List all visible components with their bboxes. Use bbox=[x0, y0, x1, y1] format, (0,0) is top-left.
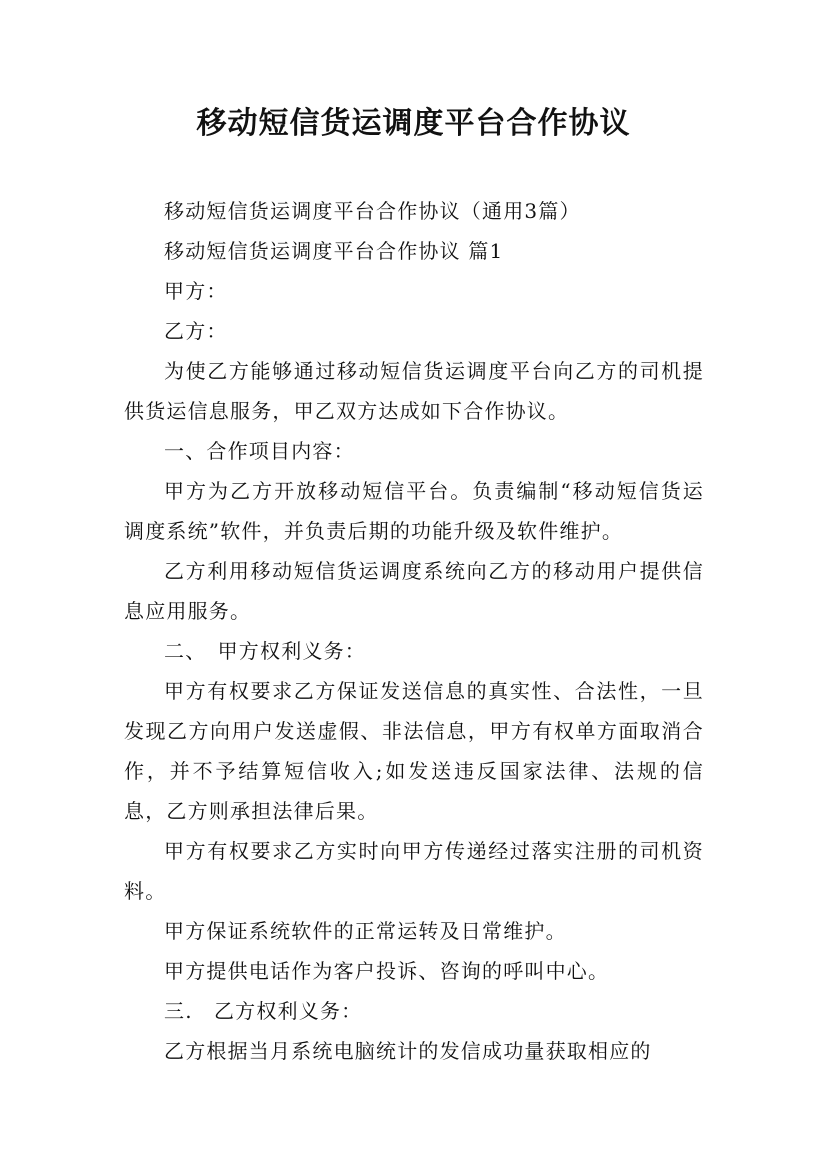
document-body bbox=[124, 191, 704, 1071]
paragraph-party-b: 乙方： bbox=[164, 319, 228, 343]
paragraph-clause-heading-2: 二、 甲方权利义务： bbox=[164, 639, 366, 663]
paragraph-clause-2d: 甲方提供电话作为客户投诉、咨询的呼叫中心。 bbox=[164, 959, 610, 983]
paragraph-clause-2c: 甲方保证系统软件的正常运转及日常维护。 bbox=[164, 919, 567, 943]
document-title: 移动短信货运调度平台合作协议 bbox=[196, 106, 631, 141]
paragraph-party-a: 甲方： bbox=[164, 279, 228, 303]
paragraph-clause-3a: 乙方根据当月系统电脑统计的发信成功量获取相应的 bbox=[164, 1039, 652, 1063]
paragraph-clause-2b: 甲方有权要求乙方实时向甲方传递经过落实注册的司机资料。 bbox=[124, 839, 704, 903]
paragraph-clause-2a: 甲方有权要求乙方保证发送信息的真实性、合法性，一旦发现乙方向用户发送虚假、非法信息，甲方有权单方面取消合作，并不予结算短信收入;如发送违反国家法律、法规的信息，乙方则承担法律后果。 bbox=[124, 679, 704, 823]
paragraph-clause-heading-3: 三. 乙方权利义务： bbox=[164, 999, 363, 1023]
paragraph-purpose: 为使乙方能够通过移动短信货运调度平台向乙方的司机提供货运信息服务，甲乙双方达成如下合作协议。 bbox=[124, 359, 704, 423]
paragraph-subtitle: 移动短信货运调度平台合作协议（通用3篇） bbox=[164, 199, 581, 223]
paragraph-clause-1a: 甲方为乙方开放移动短信平台。负责编制“移动短信货运调度系统”软件，并负责后期的功能升级及软件维护。 bbox=[124, 479, 704, 543]
paragraph-clause-1b: 乙方利用移动短信货运调度系统向乙方的移动用户提供信息应用服务。 bbox=[124, 559, 704, 623]
paragraph-section-heading: 移动短信货运调度平台合作协议 篇1 bbox=[164, 239, 504, 263]
paragraph-clause-heading-1: 一、合作项目内容： bbox=[164, 439, 355, 463]
